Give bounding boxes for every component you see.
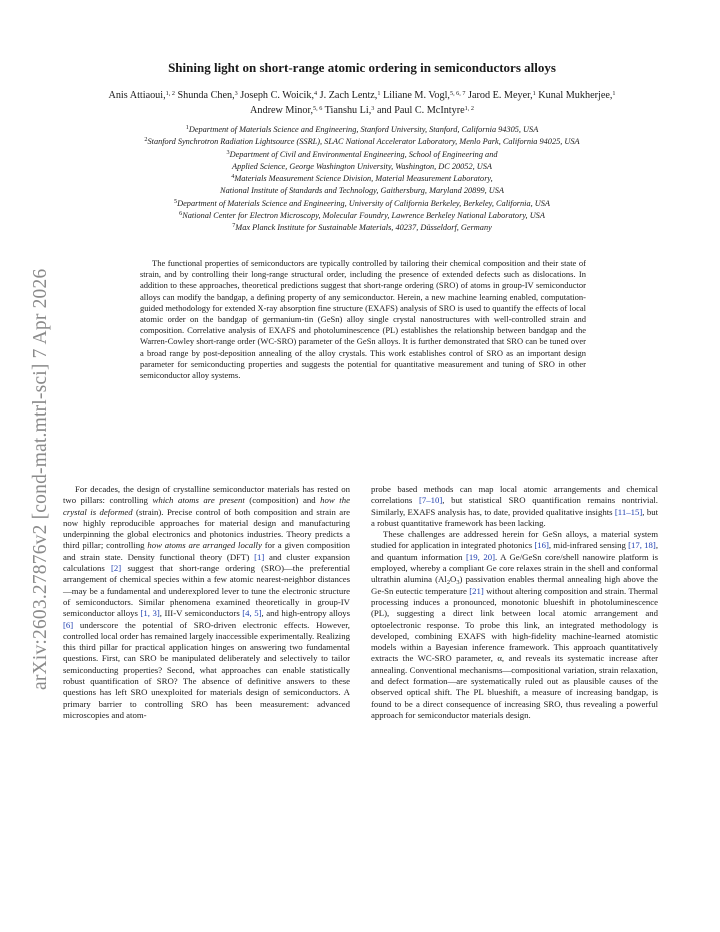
citation-link[interactable]: [2]	[111, 563, 122, 574]
affiliation: $^6$National Center for Electron Microscopy, Molecular Foundry, Lawrence Berkeley National Laboratory, USA	[179, 209, 545, 221]
author-list	[92, 88, 632, 118]
affiliation: National Institute of Standards and Technology, Gaithersburg, Maryland 20899, USA	[220, 186, 504, 196]
citation-link[interactable]: [17, 18]	[628, 540, 656, 551]
citation-link[interactable]: [16]	[534, 540, 549, 551]
arxiv-identifier-stamp: arXiv:2603.27876v2 [cond-mat.mtrl-sci] 7 Apr 2026	[30, 268, 51, 690]
affiliation: Applied Science, George Washington University, Washington, DC 20052, USA	[232, 161, 492, 171]
affiliation: $^1$Department of Materials Science and Engineering, Stanford University, Stanford, California 94305, USA	[185, 123, 539, 134]
affiliation: $^3$Department of Civil and Environmental Engineering, School of Engineering and	[226, 148, 498, 159]
author: Liliane M. Vogl,$^{5, 6, 7}$	[380, 89, 466, 101]
citation-link[interactable]: [21]	[469, 585, 484, 596]
author: J. Zach Lentz,$^1$	[317, 89, 381, 101]
affiliation: $^5$Department of Materials Science and Engineering, University of California Berkeley, Berkeley, California, USA	[174, 197, 550, 208]
author: Jarod E. Meyer,$^1$	[465, 89, 536, 101]
author: Joseph C. Woicik,$^4$	[237, 89, 318, 101]
affiliation: $^2$Stanford Synchrotron Radiation Lightsource (SSRL), SLAC National Accelerator Laboratory, Menlo Park, California 94025, USA	[144, 136, 580, 147]
author: Tianshu Li,$^3$	[322, 104, 375, 116]
author: Kunal Mukherjee,$^1$	[535, 89, 616, 101]
paragraph-gesn-approach: These challenges are addressed herein for GeSn alloys, a material system studied for application in integrated photonics [16], mid-infrared sensing [17, 18], and quantum information [19, 20]. A Ge/GeSn core/shell nanowire platform is employed, whereby a compliant Ge core relaxes strain in the shell and conformal ultrathin alumina $(Al_2O_3)$ passivation enables thermal annealing high above the Ge-Sn eutectic temperature [21] without altering composition and strain. Thermal processing induces a pronounced, monotonic blueshift in photoluminescence (PL), suggesting a direct link between local atomic arrangement and optoelectronic response. To probe this link, an integrated methodology is developed, combining EXAFS with high-fidelity machine-learned atomistic models within a Bayesian inference framework. This approach quantitatively extracts the WC-SRO parameter, α, and reveals its systematic increase after annealing. Conventional mechanisms—compositional variation, strain relaxation, and defect formation—are systematically ruled out as plausible causes of the observed optical shift. The PL blueshift, a measure of increasing bandgap, is found to be a direct consequence of increasing SRO, thus revealing a powerful approach for semiconductor materials design.	[371, 529, 659, 720]
citation-link[interactable]: [1]	[254, 551, 265, 562]
author: and Paul C. McIntyre$^{1, 2}$	[374, 104, 474, 116]
affiliation: $^7$Max Planck Institute for Sustainable Materials, 40237, Düsseldorf, Germany	[232, 222, 492, 233]
abstract: The functional properties of semiconductors are typically controlled by tailoring their chemical composition and their state of strain, and by controlling their long-range structural order, including the presence of extended defects such as dislocations. In addition to these approaches, theoretical predictions suggest that short-range ordering (SRO) of atoms in group-IV semiconductor alloys can modify the bandgap, a defining property of any semiconductor. Herein, a new machine learning enabled, computation-guided methodology for extended X-ray absorption fine structure (EXAFS) analysis of SRO is used to quantify the effects of local atomic order on the bandgap of germanium-tin (GeSn) alloy single crystal nanostructures with well-controlled strain and composition. Correlative analysis of EXAFS and photoluminescence (PL) establishes the relationship between bandgap and the Warren-Cowley short-range order (WC-SRO) parameter of the GeSn alloys. It is further demonstrated that SRO can be tuned over a broad range by post-deposition annealing of the alloy crystals. This work establishes control of SRO as an important design parameter for semiconducting properties and suggests the potential for quantitative measurement and tuning of SRO in other semiconductor alloy systems.	[140, 258, 586, 381]
paragraph-introduction: For decades, the design of crystalline semiconductor materials has rested on two pillars: controlling which atoms are present (composition) and how the crystal is deformed (strain). Precise control of both composition and strain are now highly reproducible approaches for material design and manufacturing underpinning the global electronics and photonics industries. Theory predicts a third pillar; controlling how atoms are arranged locally for a given composition and strain state. Density functional theory (DFT) [1] and cluster expansion calculations [2] suggest that short-range ordering (SRO)—the preferential arrangement of chemical species within a few atomic nearest-neighbor distances—may be a fundamental and underexplored lever to tune the electronic structure of semiconductors. Similar phenomena examined theoretically in group-IV semiconductor alloys [1, 3], III-V semiconductors [4, 5], and high-entropy alloys [6] underscore the potential of SRO-driven electronic effects. However, controlled local order has remained largely inaccessible experimentally. Realizing this third pillar for practical application hinges on answering two fundamental questions. First, can SRO be manipulated deliberately and selectively to tailor semiconducting properties? Second, what approaches can enable statistically robust quantification of SRO? The absence of definitive answers to these questions has left SRO unexploited for materials design of semiconductors. A primary barrier to controlling SRO has been measurement: advanced microscopies and atom-	[63, 484, 351, 720]
affiliation: $^4$Materials Measurement Science Division, Material Measurement Laboratory,	[231, 173, 493, 184]
citation-link[interactable]: [4, 5]	[242, 608, 262, 619]
author: Anis Attiaoui,$^{1, 2}$	[108, 89, 175, 101]
citation-link[interactable]: [19, 20]	[466, 551, 495, 562]
body-column-left	[63, 484, 350, 721]
affiliation-list	[62, 124, 662, 235]
citation-link[interactable]: [1, 3]	[140, 608, 160, 619]
citation-link[interactable]: [6]	[63, 619, 74, 630]
author: Andrew Minor,$^{5, 6}$	[250, 104, 323, 116]
citation-link[interactable]: [7–10]	[418, 495, 443, 506]
citation-link[interactable]: [11–15]	[614, 506, 643, 517]
body-column-right	[371, 484, 658, 721]
paragraph-continuation: probe based methods can map local atomic arrangements and chemical correlations [7–10], but statistical SRO quantification remains nontrivial. Similarly, EXAFS analysis has, to date, provided qualitative insights [11–15], but a robust quantitative framework has been lacking.	[371, 484, 658, 528]
author: Shunda Chen,$^3$	[174, 89, 238, 101]
paper-title: Shining light on short-range atomic ordering in semiconductors alloys	[168, 60, 556, 75]
